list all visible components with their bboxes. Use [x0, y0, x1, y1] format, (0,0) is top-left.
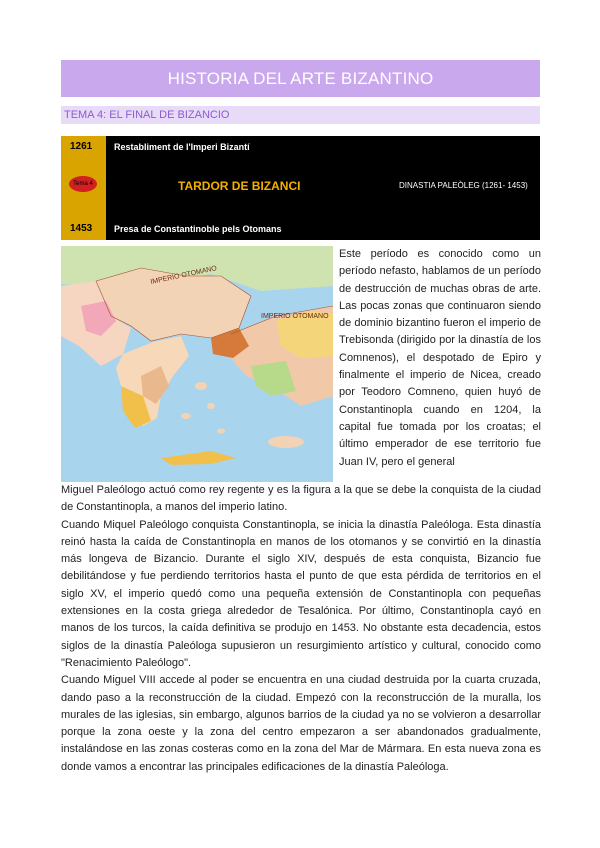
- timeline-dynasty: DINASTIA PALEÒLEG (1261- 1453): [399, 181, 528, 190]
- paragraph-3: Cuando Miguel VIII accede al poder se encuentra en una ciudad destruida por la cuarta cruzada, dando paso a la reconstrucción de la ciudad. Empezó con la reconstrucción de la muralla, los murales de las iglesias, sin embargo, algunos barrios de la ciudad ya no se volvieron a desarrollar porque la zona oeste y la zona del centro empezaron a ser abandonados gradualmente, instalándose en las zonas costeras como en la zona del Mar de Mármara. En esta nueva zona es donde vamos a encontrar las principales edificaciones de la dinastía Paleóloga.: [61, 674, 541, 773]
- timeline-end-event: Presa de Constantinoble pels Otomans: [114, 224, 282, 234]
- timeline-start-event: Restabliment de l'Imperi Bizantí: [114, 142, 250, 152]
- map-label-ottoman-north: IMPERIO OTOMANO: [149, 265, 218, 286]
- timeline-period: TARDOR DE BIZANCI: [178, 179, 301, 193]
- map-label-ottoman-east: IMPERIO OTOMANO: [261, 313, 329, 320]
- section-subtitle: TEMA 4: EL FINAL DE BIZANCIO: [61, 106, 540, 124]
- timeline-start-year: 1261: [70, 141, 93, 152]
- page-title: HISTORIA DEL ARTE BIZANTINO: [61, 60, 540, 97]
- body-text: [61, 482, 541, 776]
- paragraph-1: Miguel Paleólogo actuó como rey regente y es la figura a la que se debe la conquista de la ciudad de Constantinopla, a manos del imperio latino.: [61, 484, 541, 514]
- timeline-end-year: 1453: [70, 223, 93, 234]
- historical-map: [61, 246, 333, 482]
- timeline-year-column: [61, 136, 106, 240]
- timeline-badge: Tema 4: [69, 176, 97, 192]
- timeline-banner: [61, 136, 540, 240]
- paragraph-2: Cuando Miquel Paleólogo conquista Constantinopla, se inicia la dinastía Paleóloga. Esta dinastía reinó hasta la caída de Constantinopla en manos de los otomanos y se convirtió en la dinastía más longeva de Bizancio. Durante el siglo XIV, después de esta conquista, Bizancio fue debilitándose y fue perdiendo territorios hasta el punto de que esta pérdida de territorios en el siglo XV, el imperio quedó como una pequeña extensión de Constantinopla con pequeñas extensiones en la costa griega alrededor de Tesalónica. Por último, Constantinopla cayó en manos de los turcos, la caída definitiva se produjo en 1453. No obstante esta decadencia, estos siglos de la dinastía Paleóloga supusieron un resurgimiento artístico y cultural, conocido como "Renacimiento Paleólogo".: [61, 518, 541, 669]
- intro-paragraph: Este período es conocido como un período nefasto, hablamos de un período de destrucción de muchas obras de arte. Las pocas zonas que continuaron siendo de dominio bizantino fueron el imperio de Trebisonda (dirigido por la dinastía de los Comnenos), el despotado de Epiro y finalmente el imperio de Nicea, creado por Teodoro Comneno, quien huyó de Constantinopla cuando en 1204, la capital fue tomada por los croatas; el último emperador de ese territorio fue Juan IV, pero el general: [339, 248, 541, 468]
